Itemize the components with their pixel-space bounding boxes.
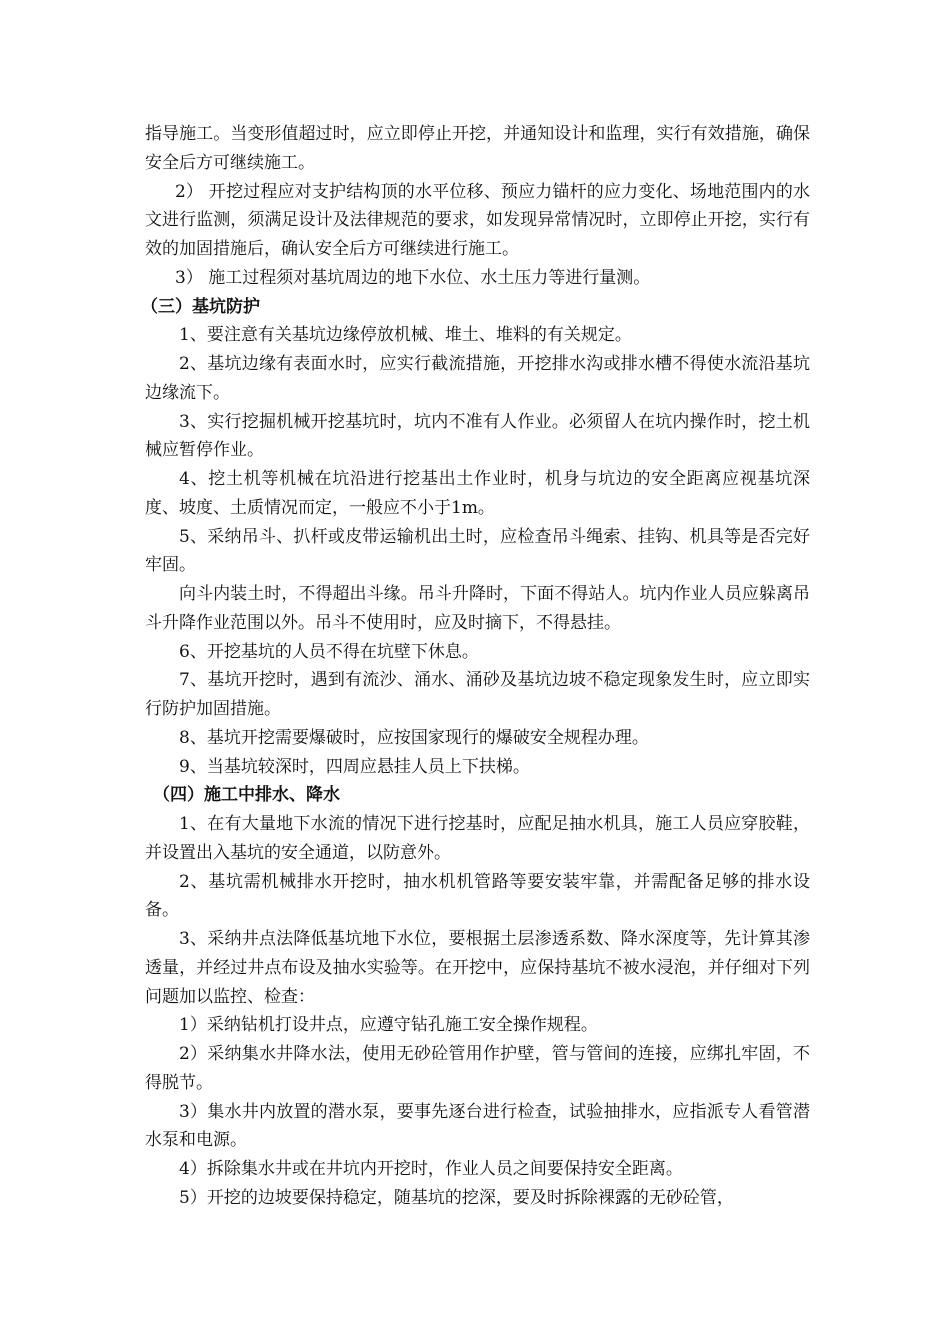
paragraph-monitoring-3: 3） 施工过程须对基坑周边的地下水位、水土压力等进行量测。 — [175, 267, 651, 288]
list-item-protection-4: 4、挖土机等机械在坑沿进行挖基出土作业时，机身与坑边的安全距离应视基坑深度、坡度、土质情况而定，一般应不小于1m。 — [145, 469, 810, 518]
paragraph-bucket-loading: 向斗内装土时，不得超出斗缘。吊斗升降时，下面不得站人。坑内作业人员应躲离吊斗升降作业范围以外。吊斗不使用时，应及时摘下，不得悬挂。 — [145, 584, 810, 633]
list-item-protection-7: 7、基坑开挖时，遇到有流沙、涌水、涌砂及基坑边坡不稳定现象发生时，应立即实行防护加固措施。 — [145, 670, 810, 719]
paragraph-continuation: 指导施工。当变形值超过时，应立即停止开挖，并通知设计和监理，实行有效措施，确保安全后方可继续施工。 — [145, 124, 810, 173]
list-item-protection-1: 1、要注意有关基坑边缘停放机械、堆土、堆料的有关规定。 — [179, 325, 632, 346]
sub-item-drainage-5: 5）开挖的边坡要保持稳定，随基坑的挖深，要及时拆除裸露的无砂砼管， — [179, 1187, 734, 1208]
sub-item-drainage-3: 3）集水井内放置的潜水泵，要事先逐台进行检查，试验抽排水，应指派专人看管潜水泵和电源。 — [145, 1101, 810, 1151]
list-item-protection-3: 3、实行挖掘机械开挖基坑时，坑内不准有人作业。必须留人在坑内操作时，挖土机械应暂停作业。 — [145, 411, 810, 461]
section-heading-pit-protection: （三）基坑防护 — [141, 296, 260, 317]
section-heading-drainage: （四）施工中排水、降水 — [153, 785, 340, 806]
sub-item-drainage-4: 4）拆除集水井或在井坑内开挖时，作业人员之间要保持安全距离。 — [179, 1159, 683, 1179]
sub-item-drainage-1: 1）采纳钻机打设井点，应遵守钻孔施工安全操作规程。 — [179, 1015, 598, 1036]
paragraph-monitoring-2: 2） 开挖过程应对支护结构顶的水平位移、预应力锚杆的应力变化、场地范围内的水文进行监测，须满足设计及法律规范的要求，如发现异常情况时，立即停止开挖，实行有效的加固措施后，确认安全后方可继续进行施工。 — [145, 181, 810, 259]
list-item-drainage-3: 3、采纳井点法降低基坑地下水位，要根据土层渗透系数、降水深度等，先计算其渗透量，并经过井点布设及抽水实验等。在开挖中，应保持基坑不被水浸泡，并仔细对下列问题加以监控、检查： — [145, 929, 810, 1007]
list-item-protection-9: 9、当基坑较深时，四周应悬挂人员上下扶梯。 — [179, 756, 530, 777]
list-item-protection-2: 2、基坑边缘有表面水时，应实行截流措施，开挖排水沟或排水槽不得使水流沿基坑边缘流下。 — [145, 354, 810, 403]
list-item-drainage-2: 2、基坑需机械排水开挖时，抽水机机管路等要安装牢靠，并需配备足够的排水设备。 — [145, 871, 810, 921]
list-item-protection-6: 6、开挖基坑的人员不得在坑壁下休息。 — [179, 641, 479, 662]
document-page — [141, 120, 810, 1213]
list-item-drainage-1: 1、在有大量地下水流的情况下进行挖基时，应配足抽水机具，施工人员应穿胶鞋，并设置出入基坑的安全通道，以防意外。 — [145, 814, 810, 863]
list-item-protection-8: 8、基坑开挖需要爆破时，应按国家现行的爆破安全规程办理。 — [179, 727, 649, 748]
list-item-protection-5: 5、采纳吊斗、扒杆或皮带运输机出土时，应检查吊斗绳索、挂钩、机具等是否完好牢固。 — [145, 526, 810, 576]
sub-item-drainage-2: 2）采纳集水井降水法，使用无砂砼管用作护壁，管与管间的连接，应绑扎牢固，不得脱节。 — [145, 1044, 810, 1093]
